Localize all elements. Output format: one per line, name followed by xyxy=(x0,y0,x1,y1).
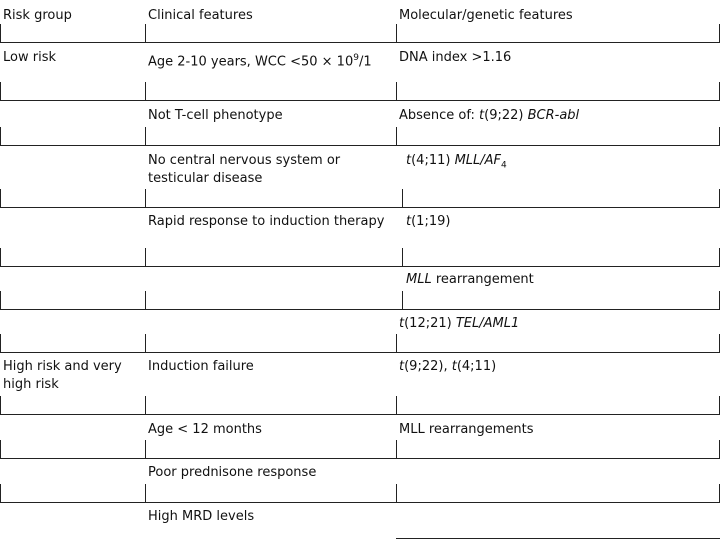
table-tick xyxy=(145,248,146,266)
clinical-age-wcc: Age 2-10 years, WCC $<50 \times 10^9/1$ xyxy=(148,53,372,70)
table-rule xyxy=(0,266,720,267)
clinical-rapid-response: Rapid response to induction therapy xyxy=(148,214,385,229)
table-tick xyxy=(0,127,1,145)
table-tick xyxy=(396,127,397,145)
table-tick xyxy=(0,24,1,42)
table-rule xyxy=(0,42,720,43)
table-tick xyxy=(145,24,146,42)
clinical-poor-prednisone: Poor prednisone response xyxy=(148,465,317,480)
molecular-mll-rearrangements: MLL rearrangements xyxy=(399,422,534,437)
table-tick xyxy=(145,334,146,352)
table-tick xyxy=(0,334,1,352)
table-tick xyxy=(0,82,1,100)
table-rule xyxy=(0,352,720,353)
table-rule xyxy=(0,100,720,101)
table-tick xyxy=(0,484,1,502)
table-tick xyxy=(396,484,397,502)
table-tick xyxy=(145,82,146,100)
table-rule xyxy=(0,309,720,310)
table-rule xyxy=(0,145,720,146)
molecular-t9-22-t4-11: t(9;22), t(4;11) xyxy=(399,359,497,374)
molecular-t1-19: t(1;19) xyxy=(406,214,451,229)
table-rule xyxy=(0,458,720,459)
molecular-dna-index: DNA index >1.16 xyxy=(399,50,512,65)
table-tick xyxy=(396,24,397,42)
molecular-absence-of: Absence of: t(9;22) BCR-abl xyxy=(399,108,580,123)
table-tick xyxy=(145,396,146,414)
table-tick xyxy=(145,440,146,458)
clinical-not-t-cell: Not T-cell phenotype xyxy=(148,108,283,123)
table-tick xyxy=(396,396,397,414)
clinical-high-mrd: High MRD levels xyxy=(148,509,255,524)
table-tick xyxy=(396,440,397,458)
table-rule xyxy=(0,414,720,415)
clinical-no-cns: No central nervous system or testicular disease xyxy=(148,153,341,186)
header-risk-group: Risk group xyxy=(3,8,72,23)
table-tick xyxy=(396,334,397,352)
table-tick xyxy=(0,248,1,266)
header-clinical-features: Clinical features xyxy=(148,8,253,23)
clinical-induction-failure: Induction failure xyxy=(148,359,254,374)
table-tick xyxy=(402,248,403,266)
table-tick xyxy=(402,189,403,207)
table-tick xyxy=(0,396,1,414)
table-tick xyxy=(0,189,1,207)
molecular-t4-11: t(4;11) MLL/$AF_4$ xyxy=(406,153,507,171)
table-tick xyxy=(396,82,397,100)
table-tick xyxy=(145,189,146,207)
molecular-t12-21: t(12;21) TEL/AML1 xyxy=(399,316,520,331)
table-rule xyxy=(396,538,720,539)
table-tick xyxy=(0,440,1,458)
molecular-mll-rearrangement: MLL rearrangement xyxy=(406,272,534,287)
table-tick xyxy=(145,484,146,502)
header-molecular-features: Molecular/genetic features xyxy=(399,8,573,23)
table-tick xyxy=(145,127,146,145)
table-rule xyxy=(0,502,720,503)
risk-group-low: Low risk xyxy=(3,50,56,65)
clinical-age-12-months: Age < 12 months xyxy=(148,422,262,437)
table-tick xyxy=(0,291,1,309)
table-rule xyxy=(0,207,720,208)
table-tick xyxy=(145,291,146,309)
risk-group-high: High risk and very high risk xyxy=(3,359,122,392)
table-tick xyxy=(402,291,403,309)
